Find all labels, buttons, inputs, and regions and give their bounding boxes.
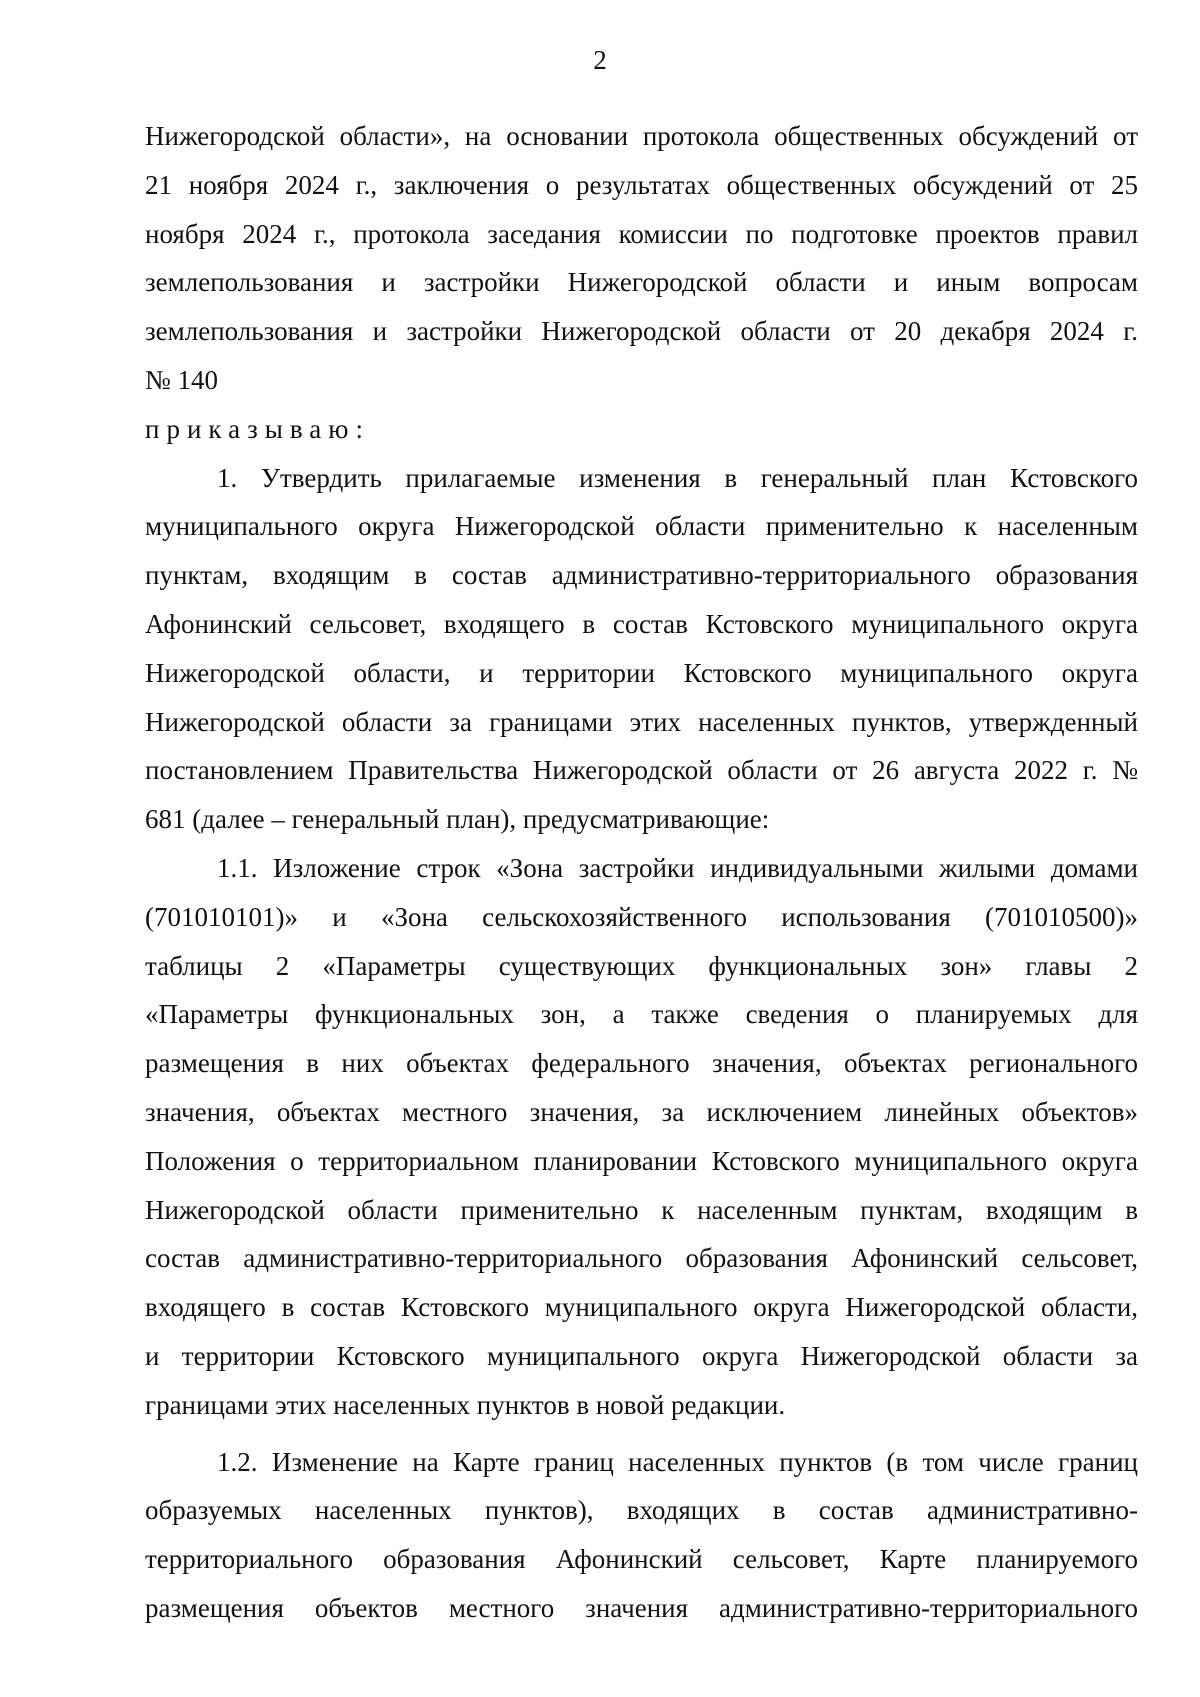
text-line: муниципального округа Нижегородской области применительно к населенным	[145, 511, 1138, 542]
paragraph	[145, 844, 1138, 1430]
text-line: Нижегородской области за границами этих населенных пунктов, утвержденный	[145, 706, 1138, 737]
text-line: образуемых населенных пунктов), входящих в состав административно-	[145, 1495, 1138, 1526]
text-line: Положения о территориальном планировании Кстовского муниципального округа	[145, 1145, 1138, 1176]
text-line: «Параметры функциональных зон, а также сведения о планируемых для	[145, 999, 1138, 1030]
text-line: входящего в состав Кстовского муниципального округа Нижегородской области,	[145, 1292, 1138, 1323]
text-line: Нижегородской области применительно к населенным пунктам, входящим в	[145, 1194, 1138, 1225]
text-line: землепользования и застройки Нижегородской области и иным вопросам	[145, 267, 1138, 298]
paragraph	[145, 112, 1138, 405]
document-body	[145, 112, 1138, 1633]
text-line: (701010101)» и «Зона сельскохозяйственного использования (701010500)»	[145, 901, 1138, 932]
text-line: 1.1. Изложение строк «Зона застройки индивидуальными жилыми домами	[217, 852, 1138, 883]
text-line: Нижегородской области», на основании протокола общественных обсуждений от	[145, 121, 1138, 151]
text-line: границами этих населенных пунктов в новой редакции.	[145, 1389, 786, 1420]
text-line: состав административно-территориального образования Афонинский сельсовет,	[145, 1243, 1138, 1274]
text-line: ноября 2024 г., протокола заседания комиссии по подготовке проектов правил	[145, 218, 1138, 249]
text-line: № 140	[145, 364, 219, 395]
text-line: 1.2. Изменение на Карте границ населенных пунктов (в том числе границ	[217, 1446, 1138, 1477]
paragraph	[145, 454, 1138, 844]
text-line: приказываю:	[145, 413, 370, 444]
text-line: значения, объектах местного значения, за исключением линейных объектов»	[145, 1096, 1138, 1127]
paragraph	[145, 405, 1138, 454]
text-line: размещения объектов местного значения административно-территориального	[145, 1592, 1138, 1623]
text-line: территориального образования Афонинский сельсовет, Карте планируемого	[145, 1544, 1138, 1575]
text-line: Афонинский сельсовет, входящего в состав Кстовского муниципального округа	[145, 608, 1138, 639]
text-line: пунктам, входящим в состав административно-территориального образования	[145, 560, 1138, 591]
paragraph-gap	[145, 1430, 1138, 1438]
text-line: землепользования и застройки Нижегородской области от 20 декабря 2024 г.	[145, 316, 1138, 347]
text-line: 1. Утвердить прилагаемые изменения в генеральный план Кстовского	[217, 462, 1138, 493]
text-line: 21 ноября 2024 г., заключения о результатах общественных обсуждений от 25	[145, 169, 1138, 200]
text-line: Нижегородской области, и территории Кстовского муниципального округа	[145, 657, 1138, 688]
text-line: постановлением Правительства Нижегородской области от 26 августа 2022 г. №	[145, 755, 1138, 786]
text-line: размещения в них объектах федерального значения, объектах регионального	[145, 1048, 1138, 1079]
text-line: таблицы 2 «Параметры существующих функциональных зон» главы 2	[145, 950, 1138, 981]
paragraph	[145, 1438, 1138, 1633]
text-line: 681 (далее – генеральный план), предусматривающие:	[145, 804, 770, 835]
text-line: и территории Кстовского муниципального округа Нижегородской области за	[145, 1340, 1138, 1371]
page-number: 2	[593, 45, 607, 75]
